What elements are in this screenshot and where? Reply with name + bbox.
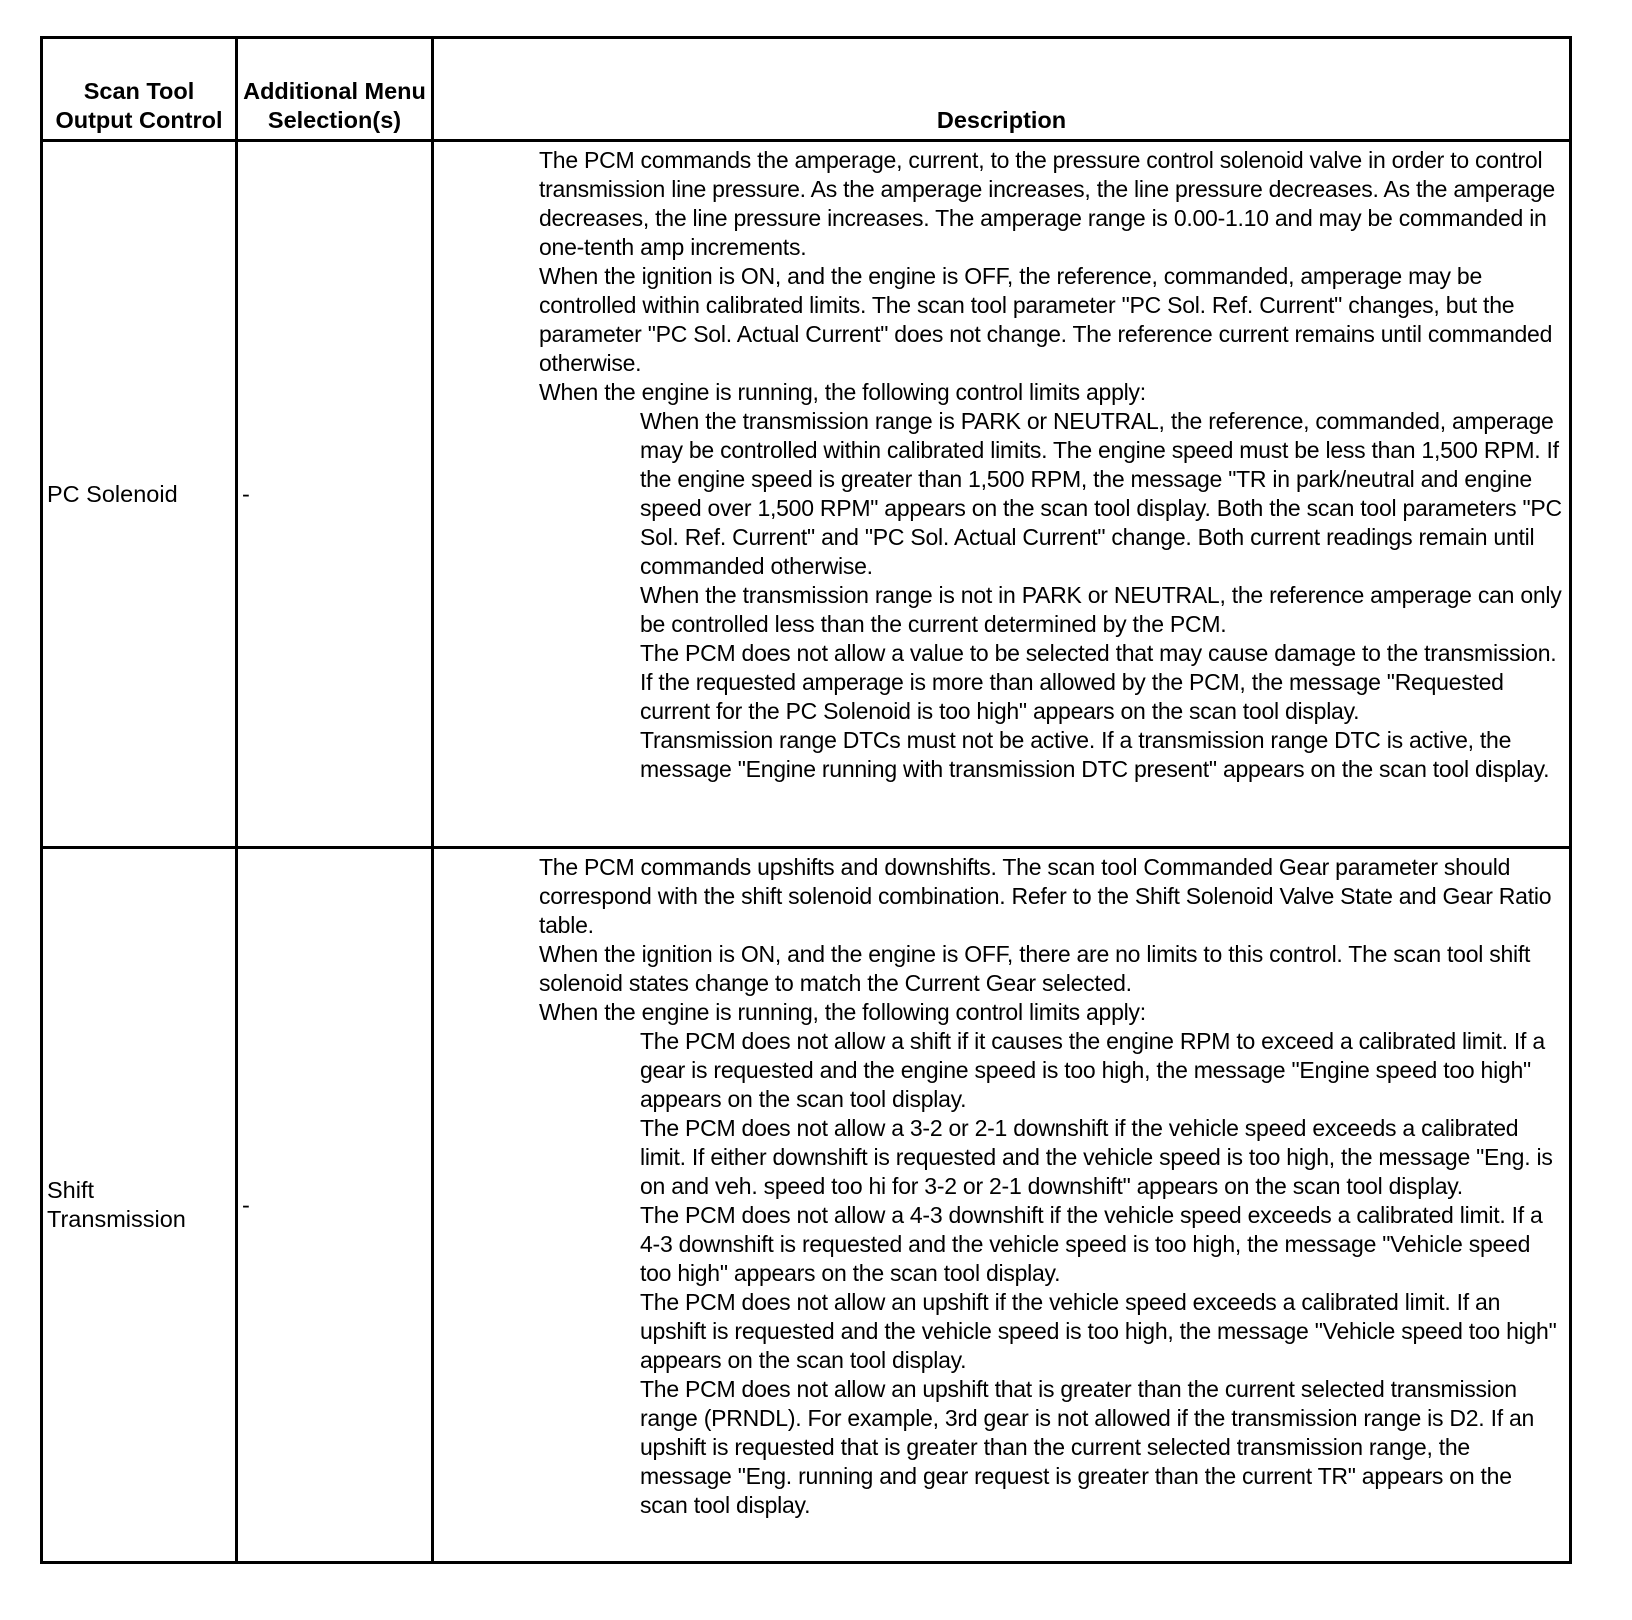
control-name-cell: Shift Transmission bbox=[42, 848, 237, 1563]
control-limit-item: The PCM does not allow a value to be selected that may cause damage to the transmission. If the requested amperage is more than allowed by the PCM, the message "Requested current for the PC Solenoid is too high" appears on the scan tool display. bbox=[640, 640, 1557, 724]
description-paragraph: When the ignition is ON, and the engine is OFF, there are no limits to this control. The scan tool shift solenoid states change to match the Current Gear selected. bbox=[539, 941, 1531, 996]
header-row bbox=[42, 38, 1571, 141]
description-paragraph: When the engine is running, the following control limits apply: bbox=[539, 999, 1146, 1025]
menu-selection-cell: - bbox=[237, 848, 433, 1563]
description-paragraph: When the ignition is ON, and the engine is OFF, the reference, commanded, amperage may be controlled within calibrated limits. The scan tool parameter "PC Sol. Ref. Current" changes, but the parameter "PC Sol. Actual Current" does not change. The reference current remains until commanded otherwise. bbox=[539, 263, 1553, 376]
control-limit-item: When the transmission range is not in PARK or NEUTRAL, the reference amperage can only be controlled less than the current determined by the PCM. bbox=[640, 582, 1562, 637]
control-name-cell: PC Solenoid bbox=[42, 141, 237, 848]
table-row-shift-transmission bbox=[42, 848, 1571, 1563]
control-limit-item: The PCM does not allow a shift if it causes the engine RPM to exceed a calibrated limit. If a gear is requested and the engine speed is too high, the message "Engine speed too high" appears on the scan tool display. bbox=[640, 1028, 1545, 1112]
control-limit-item: When the transmission range is PARK or NEUTRAL, the reference, commanded, amperage may be controlled within calibrated limits. The engine speed must be less than 1,500 RPM. If the engine speed is greater than 1,500 RPM, the message "TR in park/neutral and engine speed over 1,500 RPM" appears on the scan tool display. Both the scan tool parameters "PC Sol. Ref. Current" and "PC Sol. Actual Current" change. Both current readings remain until commanded otherwise. bbox=[640, 408, 1562, 579]
control-limit-item: The PCM does not allow a 3-2 or 2-1 downshift if the vehicle speed exceeds a calibrated limit. If either downshift is requested and the vehicle speed is too high, the message "Eng. is on and veh. speed too hi for 3-2 or 2-1 downshift" appears on the scan tool display. bbox=[640, 1115, 1553, 1199]
table-row-pc-solenoid bbox=[42, 141, 1571, 848]
description-paragraph: The PCM commands the amperage, current, to the pressure control solenoid valve in order to control transmission line pressure. As the amperage increases, the line pressure decreases. As the amperage decreases, the line pressure increases. The amperage range is 0.00-1.10 and may be commanded in one-tenth amp increments. bbox=[539, 147, 1555, 260]
control-limit-item: The PCM does not allow an upshift if the vehicle speed exceeds a calibrated limit. If an upshift is requested and the vehicle speed is too high, the message "Vehicle speed too high" appears on the scan tool display. bbox=[640, 1289, 1557, 1373]
control-limit-item: The PCM does not allow a 4-3 downshift if the vehicle speed exceeds a calibrated limit. If a 4-3 downshift is requested and the vehicle speed is too high, the message "Vehicle speed too high" appears on the scan tool display. bbox=[640, 1202, 1543, 1286]
header-description: Description bbox=[433, 38, 1571, 141]
description-paragraph: The PCM commands upshifts and downshifts. The scan tool Commanded Gear parameter should correspond with the shift solenoid combination. Refer to the Shift Solenoid Valve State and Gear Ratio table. bbox=[539, 854, 1552, 938]
menu-selection-cell: - bbox=[237, 141, 433, 848]
header-scan-tool-output-control: Scan Tool Output Control bbox=[42, 38, 237, 141]
description-paragraph: When the engine is running, the following control limits apply: bbox=[539, 379, 1146, 405]
control-limit-item: Transmission range DTCs must not be active. If a transmission range DTC is active, the message "Engine running with transmission DTC present" appears on the scan tool display. bbox=[640, 727, 1550, 782]
header-additional-menu-selections: Additional Menu Selection(s) bbox=[237, 38, 433, 141]
description-cell bbox=[433, 141, 1571, 848]
description-cell bbox=[433, 848, 1571, 1563]
output-control-table bbox=[40, 36, 1572, 1564]
control-limit-item: The PCM does not allow an upshift that is greater than the current selected transmission range (PRNDL). For example, 3rd gear is not allowed if the transmission range is D2. If an upshift is requested that is greater than the current selected transmission range, the message "Eng. running and gear request is greater than the current TR" appears on the scan tool display. bbox=[640, 1376, 1535, 1518]
